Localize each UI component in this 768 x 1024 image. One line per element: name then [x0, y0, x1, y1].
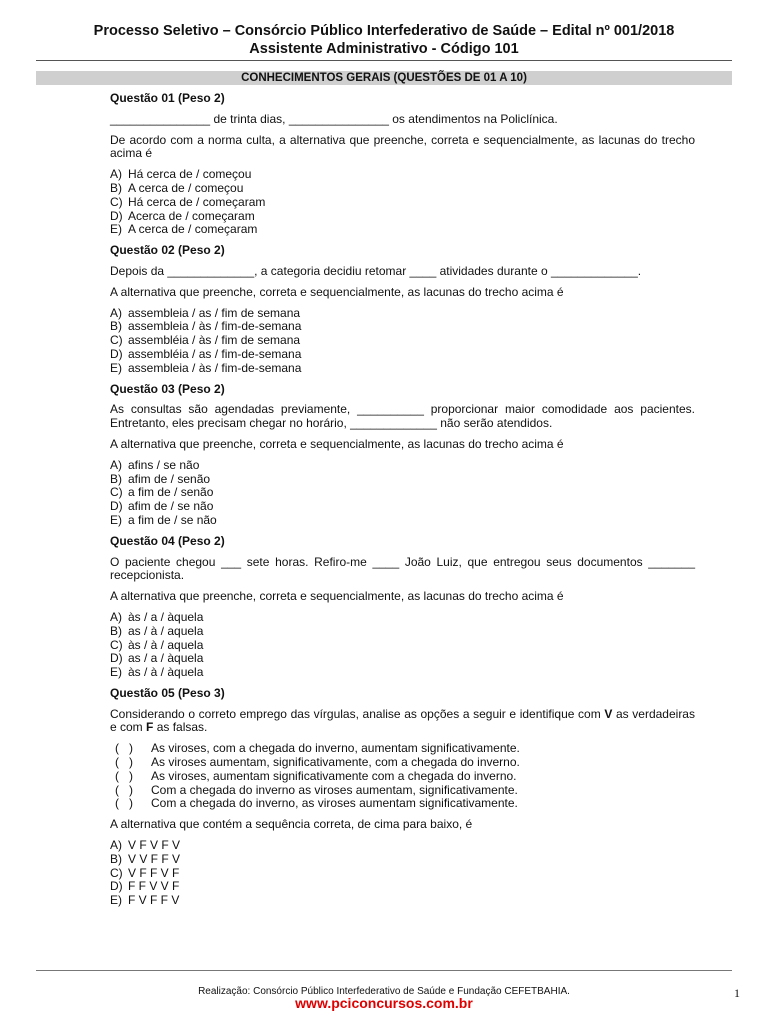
- question-title: Questão 03 (Peso 2): [110, 381, 225, 396]
- option-b[interactable]: [110, 320, 695, 334]
- question-01: [110, 92, 695, 237]
- option-text: afins / se não: [128, 457, 200, 472]
- option-text: afim de / se não: [128, 499, 214, 514]
- option-text: as / à / aquela: [128, 623, 204, 638]
- option-a[interactable]: [110, 459, 695, 473]
- option-letter: E): [110, 665, 122, 680]
- option-c[interactable]: [110, 334, 695, 348]
- option-letter: D): [110, 879, 123, 894]
- options-list: [110, 839, 695, 908]
- option-letter: D): [110, 208, 123, 223]
- option-text: as / a / àquela: [128, 651, 204, 666]
- statement-text: As viroses, aumentam significativamente com a chegada do inverno.: [151, 768, 517, 783]
- question-text: Depois da _____________, a categoria decidiu retomar ____ atividades durante o _____________.: [110, 263, 642, 278]
- question-title: Questão 02 (Peso 2): [110, 243, 225, 258]
- option-b[interactable]: [110, 473, 695, 487]
- option-e[interactable]: [110, 894, 695, 908]
- option-text: A cerca de / começou: [128, 180, 244, 195]
- option-d[interactable]: [110, 880, 695, 894]
- option-letter: E): [110, 512, 122, 527]
- question-title: Questão 01 (Peso 2): [110, 91, 225, 105]
- text-part: Considerando o correto emprego das vírgulas, analise as opções a seguir e identifique com: [110, 706, 605, 721]
- statement-4: [115, 784, 695, 798]
- question-text: _______________ de trinta dias, _______________ os atendimentos na Policlínica.: [110, 111, 558, 126]
- question-text: As consultas são agendadas previamente, __________ proporcionar maior comodidade aos pacientes. Entretanto, eles precisam chegar no horário, _____________ não serão atendidos.: [110, 402, 695, 431]
- options-list: [110, 307, 695, 376]
- text-part-bold: V: [604, 706, 613, 721]
- question-05: [110, 687, 695, 908]
- option-d[interactable]: [110, 652, 695, 666]
- option-text: assembleia / às / fim-de-semana: [128, 319, 302, 334]
- option-a[interactable]: [110, 839, 695, 853]
- option-letter: A): [110, 609, 122, 624]
- option-text: às / à / aquela: [128, 637, 204, 652]
- questions-content: [110, 92, 695, 915]
- option-letter: C): [110, 485, 123, 500]
- vf-mark[interactable]: ( ): [115, 796, 133, 811]
- option-letter: E): [110, 360, 122, 375]
- option-e[interactable]: [110, 666, 695, 680]
- option-letter: D): [110, 346, 123, 361]
- option-text: Acerca de / começaram: [128, 208, 255, 223]
- option-d[interactable]: [110, 210, 695, 224]
- option-c[interactable]: [110, 639, 695, 653]
- option-c[interactable]: [110, 196, 695, 210]
- option-letter: A): [110, 838, 122, 853]
- question-prompt: A alternativa que contém a sequência correta, de cima para baixo, é: [110, 817, 473, 832]
- option-letter: B): [110, 623, 122, 638]
- option-text: assembléia / às / fim de semana: [128, 333, 301, 348]
- statement-text: Com a chegada do inverno as viroses aumentam, significativamente.: [151, 782, 518, 797]
- vf-mark[interactable]: ( ): [115, 768, 133, 783]
- option-a[interactable]: [110, 611, 695, 625]
- option-text: assembleia / às / fim-de-semana: [128, 360, 302, 375]
- statement-1: [115, 742, 695, 756]
- section-title: CONHECIMENTOS GERAIS (QUESTÕES DE 01 A 10): [36, 71, 732, 85]
- option-e[interactable]: [110, 514, 695, 528]
- option-text: V F V F V: [128, 838, 181, 853]
- statements-list: [115, 742, 695, 811]
- option-text: Há cerca de / começou: [128, 167, 252, 182]
- option-c[interactable]: [110, 486, 695, 500]
- option-letter: C): [110, 194, 123, 209]
- option-text: F F V V F: [128, 879, 180, 894]
- option-text: Há cerca de / começaram: [128, 194, 266, 209]
- question-text: O paciente chegou ___ sete horas. Refiro-me ____ João Luiz, que entregou seus documentos _______ recepcionista.: [110, 554, 695, 583]
- question-prompt: A alternativa que preenche, correta e sequencialmente, as lacunas do trecho acima é: [110, 436, 564, 451]
- option-text: A cerca de / começaram: [128, 222, 258, 237]
- question-02: [110, 244, 695, 375]
- text-part-bold: F: [146, 720, 154, 735]
- option-text: F V F F V: [128, 893, 180, 908]
- option-letter: B): [110, 180, 122, 195]
- option-letter: A): [110, 167, 122, 182]
- vf-mark[interactable]: ( ): [115, 782, 133, 797]
- option-text: às / à / àquela: [128, 665, 204, 680]
- vf-mark[interactable]: ( ): [115, 755, 133, 770]
- statement-2: [115, 756, 695, 770]
- option-b[interactable]: [110, 853, 695, 867]
- statement-text: Com a chegada do inverno, as viroses aumentam significativamente.: [151, 796, 518, 811]
- option-e[interactable]: [110, 223, 695, 237]
- text-part: as falsas.: [153, 720, 208, 735]
- options-list: [110, 168, 695, 237]
- option-text: a fim de / senão: [128, 485, 214, 500]
- question-prompt: A alternativa que preenche, correta e sequencialmente, as lacunas do trecho acima é: [110, 284, 564, 299]
- option-letter: E): [110, 893, 122, 908]
- footer-link[interactable]: www.pciconcursos.com.br: [295, 995, 473, 1011]
- option-text: a fim de / se não: [128, 512, 217, 527]
- options-list: [110, 611, 695, 680]
- option-letter: B): [110, 851, 122, 866]
- statement-text: As viroses, com a chegada do inverno, aumentam significativamente.: [151, 741, 520, 756]
- question-text: [110, 708, 695, 736]
- option-letter: B): [110, 319, 122, 334]
- document-header: [0, 22, 768, 58]
- question-prompt: De acordo com a norma culta, a alternativa que preenche, correta e sequencialmente, as lacunas do trecho acima é: [110, 132, 695, 161]
- option-letter: B): [110, 471, 122, 486]
- option-letter: C): [110, 333, 123, 348]
- statement-text: As viroses aumentam, significativamente, com a chegada do inverno.: [151, 755, 520, 770]
- option-b[interactable]: [110, 182, 695, 196]
- option-text: às / a / àquela: [128, 609, 204, 624]
- footer-credit: Realização: Consórcio Público Interfederativo de Saúde e Fundação CEFETBAHIA.: [198, 986, 570, 997]
- question-04: [110, 535, 695, 680]
- option-d[interactable]: [110, 348, 695, 362]
- options-list: [110, 459, 695, 528]
- option-a[interactable]: [110, 168, 695, 182]
- option-text: assembléia / as / fim-de-semana: [128, 346, 302, 361]
- option-letter: E): [110, 222, 122, 237]
- option-c[interactable]: [110, 867, 695, 881]
- option-letter: C): [110, 637, 123, 652]
- header-line-2: Assistente Administrativo - Código 101: [249, 41, 519, 57]
- option-text: afim de / senão: [128, 471, 211, 486]
- option-letter: A): [110, 305, 122, 320]
- question-title: Questão 05 (Peso 3): [110, 685, 225, 700]
- option-letter: C): [110, 865, 123, 880]
- option-d[interactable]: [110, 500, 695, 514]
- option-a[interactable]: [110, 307, 695, 321]
- option-letter: D): [110, 499, 123, 514]
- header-line-1: Processo Seletivo – Consórcio Público Interfederativo de Saúde – Edital nº 001/2018: [93, 23, 675, 39]
- option-text: V V F F V: [128, 851, 181, 866]
- question-03: [110, 383, 695, 528]
- page-number: 1: [734, 986, 740, 1000]
- vf-mark[interactable]: ( ): [115, 741, 133, 756]
- option-letter: D): [110, 651, 123, 666]
- text-part: as verdadeiras e com: [110, 706, 695, 735]
- question-title: Questão 04 (Peso 2): [110, 533, 225, 548]
- option-e[interactable]: [110, 362, 695, 376]
- question-prompt: A alternativa que preenche, correta e sequencialmente, as lacunas do trecho acima é: [110, 589, 564, 604]
- option-text: V F F V F: [128, 865, 180, 880]
- option-b[interactable]: [110, 625, 695, 639]
- footer-divider: [36, 970, 732, 971]
- header-divider: [36, 60, 732, 61]
- option-letter: A): [110, 457, 122, 472]
- statement-5: [115, 797, 695, 811]
- statement-3: [115, 770, 695, 784]
- option-text: assembleia / as / fim de semana: [128, 305, 301, 320]
